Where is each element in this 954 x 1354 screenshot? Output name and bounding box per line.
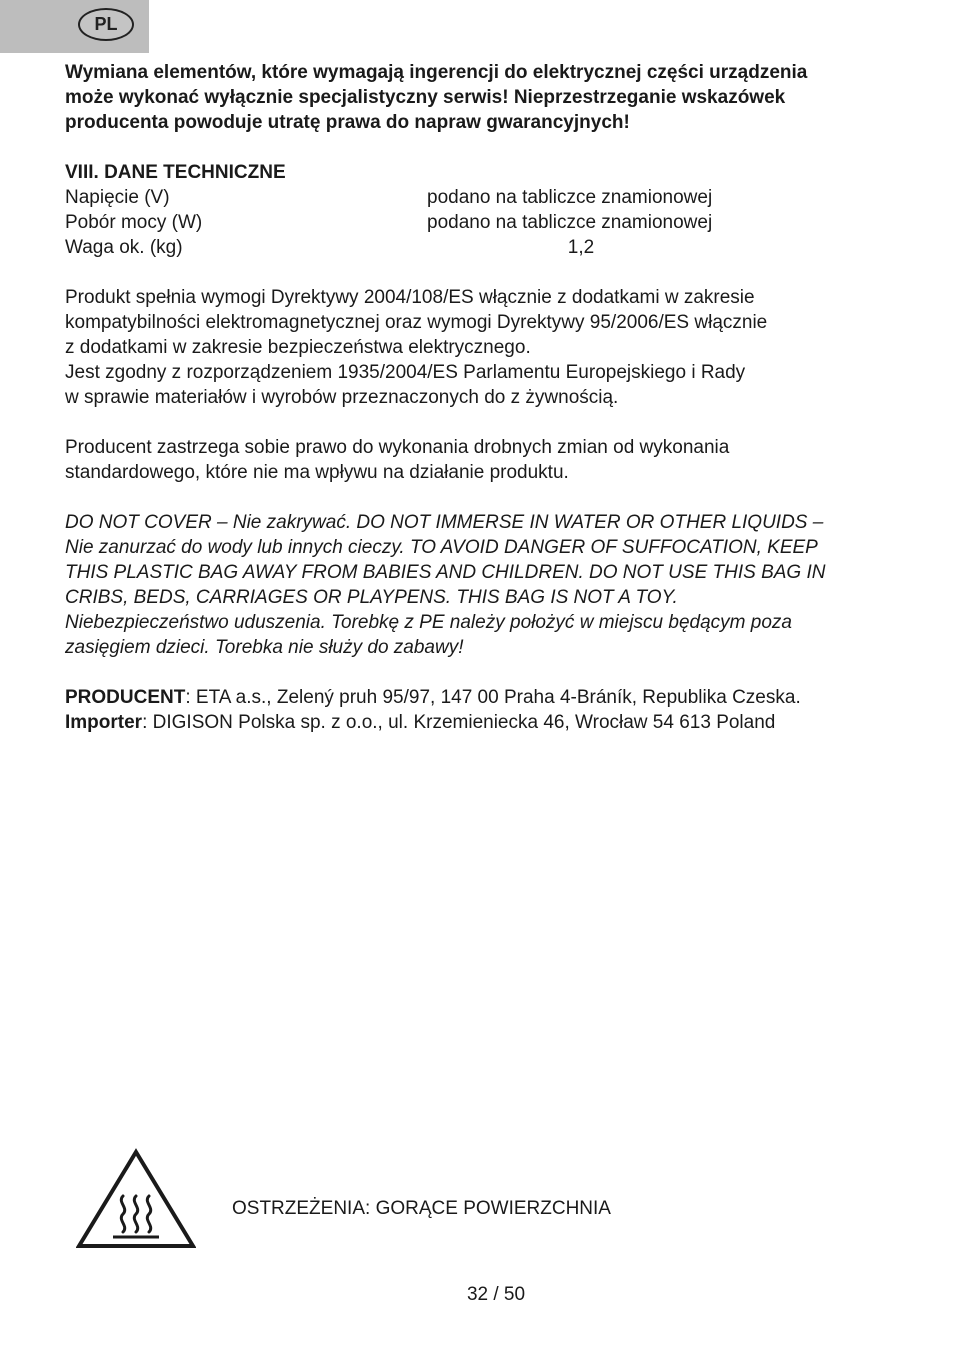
producent-label: PRODUCENT [65, 687, 186, 708]
language-tab [0, 0, 149, 53]
importer-line [65, 710, 925, 735]
spec-row-weight: Waga ok. (kg) 1,2 [65, 237, 595, 258]
hot-surface-warning-icon [76, 1148, 196, 1250]
importer-text: : DIGISON Polska sp. z o.o., ul. Krzemieniecka 46, Wrocław 54 613 Poland [142, 712, 776, 733]
producent-text: : ETA a.s., Zelený pruh 95/97, 147 00 Praha 4-Bráník, Republika Czeska. [185, 687, 801, 708]
changes-paragraph: Producent zastrzega sobie prawo do wykonania drobnych zmian od wykonania standardowego, które nie ma wpływu na działanie produktu. [65, 437, 730, 483]
page-content [65, 60, 925, 735]
bag-warning-paragraph: DO NOT COVER – Nie zakrywać. DO NOT IMMERSE IN WATER OR OTHER LIQUIDS – Nie zanurzać do wody lub innych cieczy. TO AVOID DANGER OF SUFFOCATION, KEEP THIS PLASTIC BAG AWAY FROM BABIES AND CHILDREN. DO NOT USE THIS BAG IN CRIBS, BEDS, CARRIAGES OR PLAYPENS. THIS BAG IS NOT A TOY. Niebezpieczeństwo uduszenia. Torebkę z PE należy położyć w miejscu będącym poza zasięgiem dzieci. Torebka nie służy do zabawy! [65, 512, 826, 658]
page-number: 32 / 50 [466, 1284, 526, 1305]
importer-label: Importer [65, 712, 143, 733]
compliance-paragraph: Produkt spełnia wymogi Dyrektywy 2004/108/ES włącznie z dodatkami w zakresie kompatybilności elektromagnetycznej oraz wymogi Dyrektywy 95/2006/ES włącznie z dodatkami w zakresie bezpieczeństwa elektrycznego. Jest zgodny z rozporządzeniem 1935/2004/ES Parlamentu Europejskiego i Rady w sprawie materiałów i wyrobów przeznaczonych do z żywnością. [65, 287, 768, 408]
service-warning: Wymiana elementów, które wymagają ingerencji do elektrycznej części urządzenia może wykonać wyłącznie specjalistyczny serwis! Nieprzestrzeganie wskazówek producenta powoduje utratę prawa do napraw gwarancyjnych! [65, 62, 808, 133]
spec-row-power: Pobór mocy (W) podano na tabliczce znamionowej [65, 212, 713, 233]
producent-line [65, 685, 925, 710]
language-badge: PL [78, 8, 134, 41]
hot-surface-warning-text: OSTRZEŻENIA: GORĄCE POWIERZCHNIA [232, 1198, 611, 1219]
tech-heading: VIII. DANE TECHNICZNE [65, 162, 286, 183]
spec-row-voltage: Napięcie (V) podano na tabliczce znamionowej [65, 187, 713, 208]
